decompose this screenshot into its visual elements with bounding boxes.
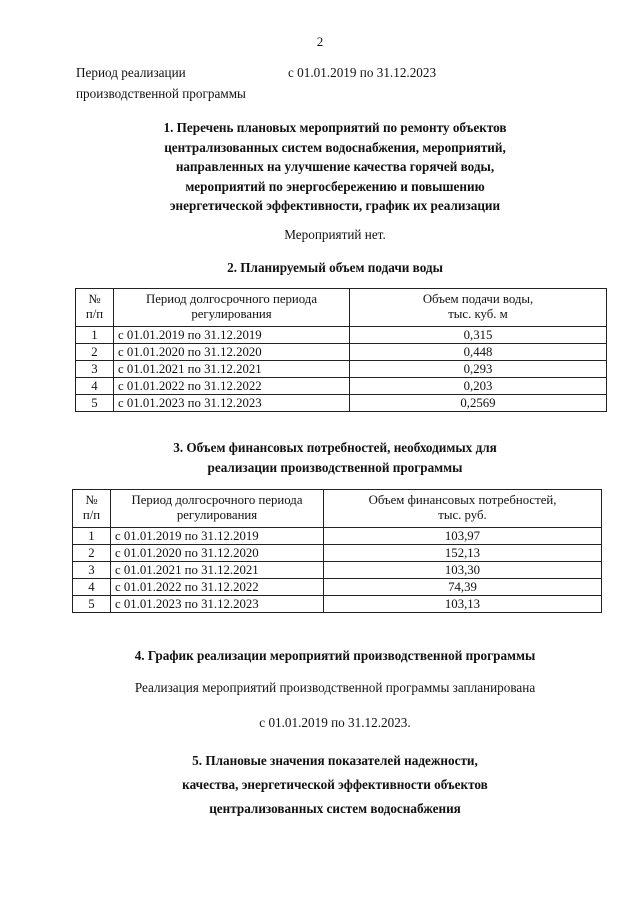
row-value: 103,30: [324, 562, 602, 579]
row-number: 4: [73, 579, 111, 596]
row-value: 0,448: [350, 344, 607, 361]
section-1-heading-line: 1. Перечень плановых мероприятий по ремонту объектов: [163, 120, 507, 135]
section-1-heading-line: направленных на улучшение качества горячей воды,: [175, 159, 495, 174]
row-period: с 01.01.2022 по 31.12.2022: [114, 378, 350, 395]
row-value: 0,2569: [350, 395, 607, 412]
row-number: 1: [73, 528, 111, 545]
section-5-heading-line: централизованных систем водоснабжения: [209, 801, 461, 816]
row-number: 5: [73, 596, 111, 613]
row-value: 152,13: [324, 545, 602, 562]
column-header-period: Период долгосрочного периода регулирования: [111, 490, 324, 528]
row-value: 0,293: [350, 361, 607, 378]
table-header-row: [76, 289, 607, 327]
table-row: [76, 395, 607, 412]
period-label: [76, 62, 246, 104]
section-5-heading: [60, 749, 610, 821]
row-period: с 01.01.2021 по 31.12.2021: [111, 562, 324, 579]
column-header-period: Период долгосрочного периода регулирования: [114, 289, 350, 327]
row-number: 1: [76, 327, 114, 344]
period-value: с 01.01.2019 по 31.12.2023: [288, 65, 437, 80]
column-header-volume: Объем подачи воды, тыс. куб. м: [350, 289, 607, 327]
row-value: 0,203: [350, 378, 607, 395]
row-number: 2: [73, 545, 111, 562]
table-row: [73, 579, 602, 596]
table-row: [73, 545, 602, 562]
section-5-heading-line: качества, энергетической эффективности объектов: [182, 777, 488, 792]
table-row: [76, 344, 607, 361]
section-1-heading-line: энергетической эффективности, график их реализации: [169, 198, 501, 213]
section-5-heading-line: 5. Плановые значения показателей надежности,: [192, 753, 478, 768]
row-number: 5: [76, 395, 114, 412]
row-number: 4: [76, 378, 114, 395]
row-value: 0,315: [350, 327, 607, 344]
section-4-heading: 4. График реализации мероприятий производственной программы: [134, 648, 536, 663]
table-row: [76, 361, 607, 378]
column-header-number: № п/п: [76, 289, 114, 327]
row-value: 74,39: [324, 579, 602, 596]
section-3-heading-line: 3. Объем финансовых потребностей, необходимых для: [173, 440, 497, 455]
section-3-heading-line: реализации производственной программы: [207, 459, 463, 475]
row-number: 3: [73, 562, 111, 579]
row-period: с 01.01.2022 по 31.12.2022: [111, 579, 324, 596]
table-row: [73, 562, 602, 579]
row-value: 103,13: [324, 596, 602, 613]
section-1-heading-line: мероприятий по энергосбережению и повышению: [185, 178, 485, 194]
row-period: с 01.01.2019 по 31.12.2019: [111, 528, 324, 545]
column-header-financial: Объем финансовых потребностей, тыс. руб.: [324, 490, 602, 528]
section-4-text-line-1: Реализация мероприятий производственной программы запланирована: [134, 680, 536, 695]
row-period: с 01.01.2020 по 31.12.2020: [111, 545, 324, 562]
section-1-heading-line: централизованных систем водоснабжения, мероприятий,: [164, 139, 506, 155]
section-1-text: Мероприятий нет.: [284, 227, 386, 242]
row-value: 103,97: [324, 528, 602, 545]
row-period: с 01.01.2020 по 31.12.2020: [114, 344, 350, 361]
row-period: с 01.01.2019 по 31.12.2019: [114, 327, 350, 344]
row-period: с 01.01.2023 по 31.12.2023: [111, 596, 324, 613]
table-row: [73, 596, 602, 613]
row-number: 2: [76, 344, 114, 361]
water-supply-table: [75, 288, 607, 412]
section-2-heading: 2. Планируемый объем подачи воды: [227, 260, 443, 275]
page-number: 2: [316, 34, 324, 49]
row-number: 3: [76, 361, 114, 378]
section-4-text-line-2: с 01.01.2019 по 31.12.2023.: [259, 715, 411, 730]
table-header-row: [73, 490, 602, 528]
period-label-line-2: производственной программы: [76, 86, 246, 101]
financial-needs-table: [72, 489, 602, 613]
column-header-number: № п/п: [73, 490, 111, 528]
period-label-line-1: Период реализации: [76, 65, 186, 80]
row-period: с 01.01.2023 по 31.12.2023: [114, 395, 350, 412]
row-period: с 01.01.2021 по 31.12.2021: [114, 361, 350, 378]
section-3-heading: [60, 438, 610, 477]
table-row: [76, 327, 607, 344]
table-row: [76, 378, 607, 395]
table-row: [73, 528, 602, 545]
section-1-heading: [60, 118, 610, 216]
